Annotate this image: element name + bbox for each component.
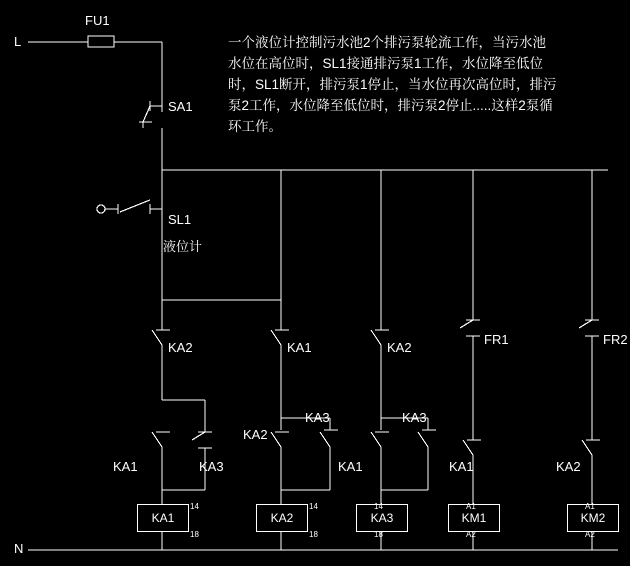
coil-km2-terminal-top: A1 [585, 502, 595, 511]
coil-ka1-terminal-top: 14 [190, 502, 199, 511]
contact-ka1-lower4-label: KA1 [449, 459, 474, 474]
contact-ka2-lower2-label: KA2 [243, 427, 268, 442]
level-meter-label: 液位计 [163, 239, 203, 254]
coil-ka1-terminal-bottom: 18 [190, 530, 199, 539]
coil-ka3-label: KA3 [370, 511, 394, 525]
level-switch-sl1-label: SL1 [168, 212, 192, 227]
contact-ka3-lower3-label: KA3 [402, 410, 427, 425]
coil-ka3-terminal-top: 14 [374, 502, 383, 511]
fuse-label: FU1 [85, 13, 110, 28]
coil-ka1-label: KA1 [151, 511, 175, 525]
coil-ka1[interactable] [137, 504, 189, 532]
contact-fr1-label: FR1 [484, 332, 509, 347]
live-rail-label: L [14, 34, 22, 49]
coil-ka2[interactable] [256, 504, 308, 532]
neutral-rail-label: N [14, 541, 24, 556]
coil-km1-label: KM1 [461, 511, 487, 525]
contact-ka2-branch1-label: KA2 [168, 340, 193, 355]
coil-ka2-terminal-top: 14 [309, 502, 318, 511]
contact-ka1-lower3-label: KA1 [338, 459, 363, 474]
coil-km2-label: KM2 [580, 511, 606, 525]
switch-sa1-label: SA1 [168, 99, 193, 114]
contact-ka3-lower2-label: KA3 [305, 410, 330, 425]
coil-km2-terminal-bottom: A2 [585, 530, 595, 539]
coil-ka2-label: KA2 [270, 511, 294, 525]
description-note: 一个液位计控制污水池2个排污泵轮流工作，当污水池水位在高位时，SL1接通排污泵1工作，水位降至低位时，SL1断开，排污泵1停止，当水位再次高位时，排污泵2工作，水位降至低位时，排污泵2停止.....这样2泵循环工作。 [228, 35, 557, 134]
coil-km1-terminal-top: A1 [466, 502, 476, 511]
contact-ka2-lower5-label: KA2 [556, 459, 581, 474]
coil-ka3-terminal-bottom: 18 [374, 530, 383, 539]
contact-ka1-lower1-label: KA1 [113, 459, 138, 474]
contact-ka1-branch2-label: KA1 [287, 340, 312, 355]
coil-km1-terminal-bottom: A2 [466, 530, 476, 539]
coil-ka2-terminal-bottom: 18 [309, 530, 318, 539]
contact-fr2-label: FR2 [603, 332, 628, 347]
contact-ka3-lower1-label: KA3 [199, 459, 224, 474]
contact-ka2-branch3-label: KA2 [387, 340, 412, 355]
